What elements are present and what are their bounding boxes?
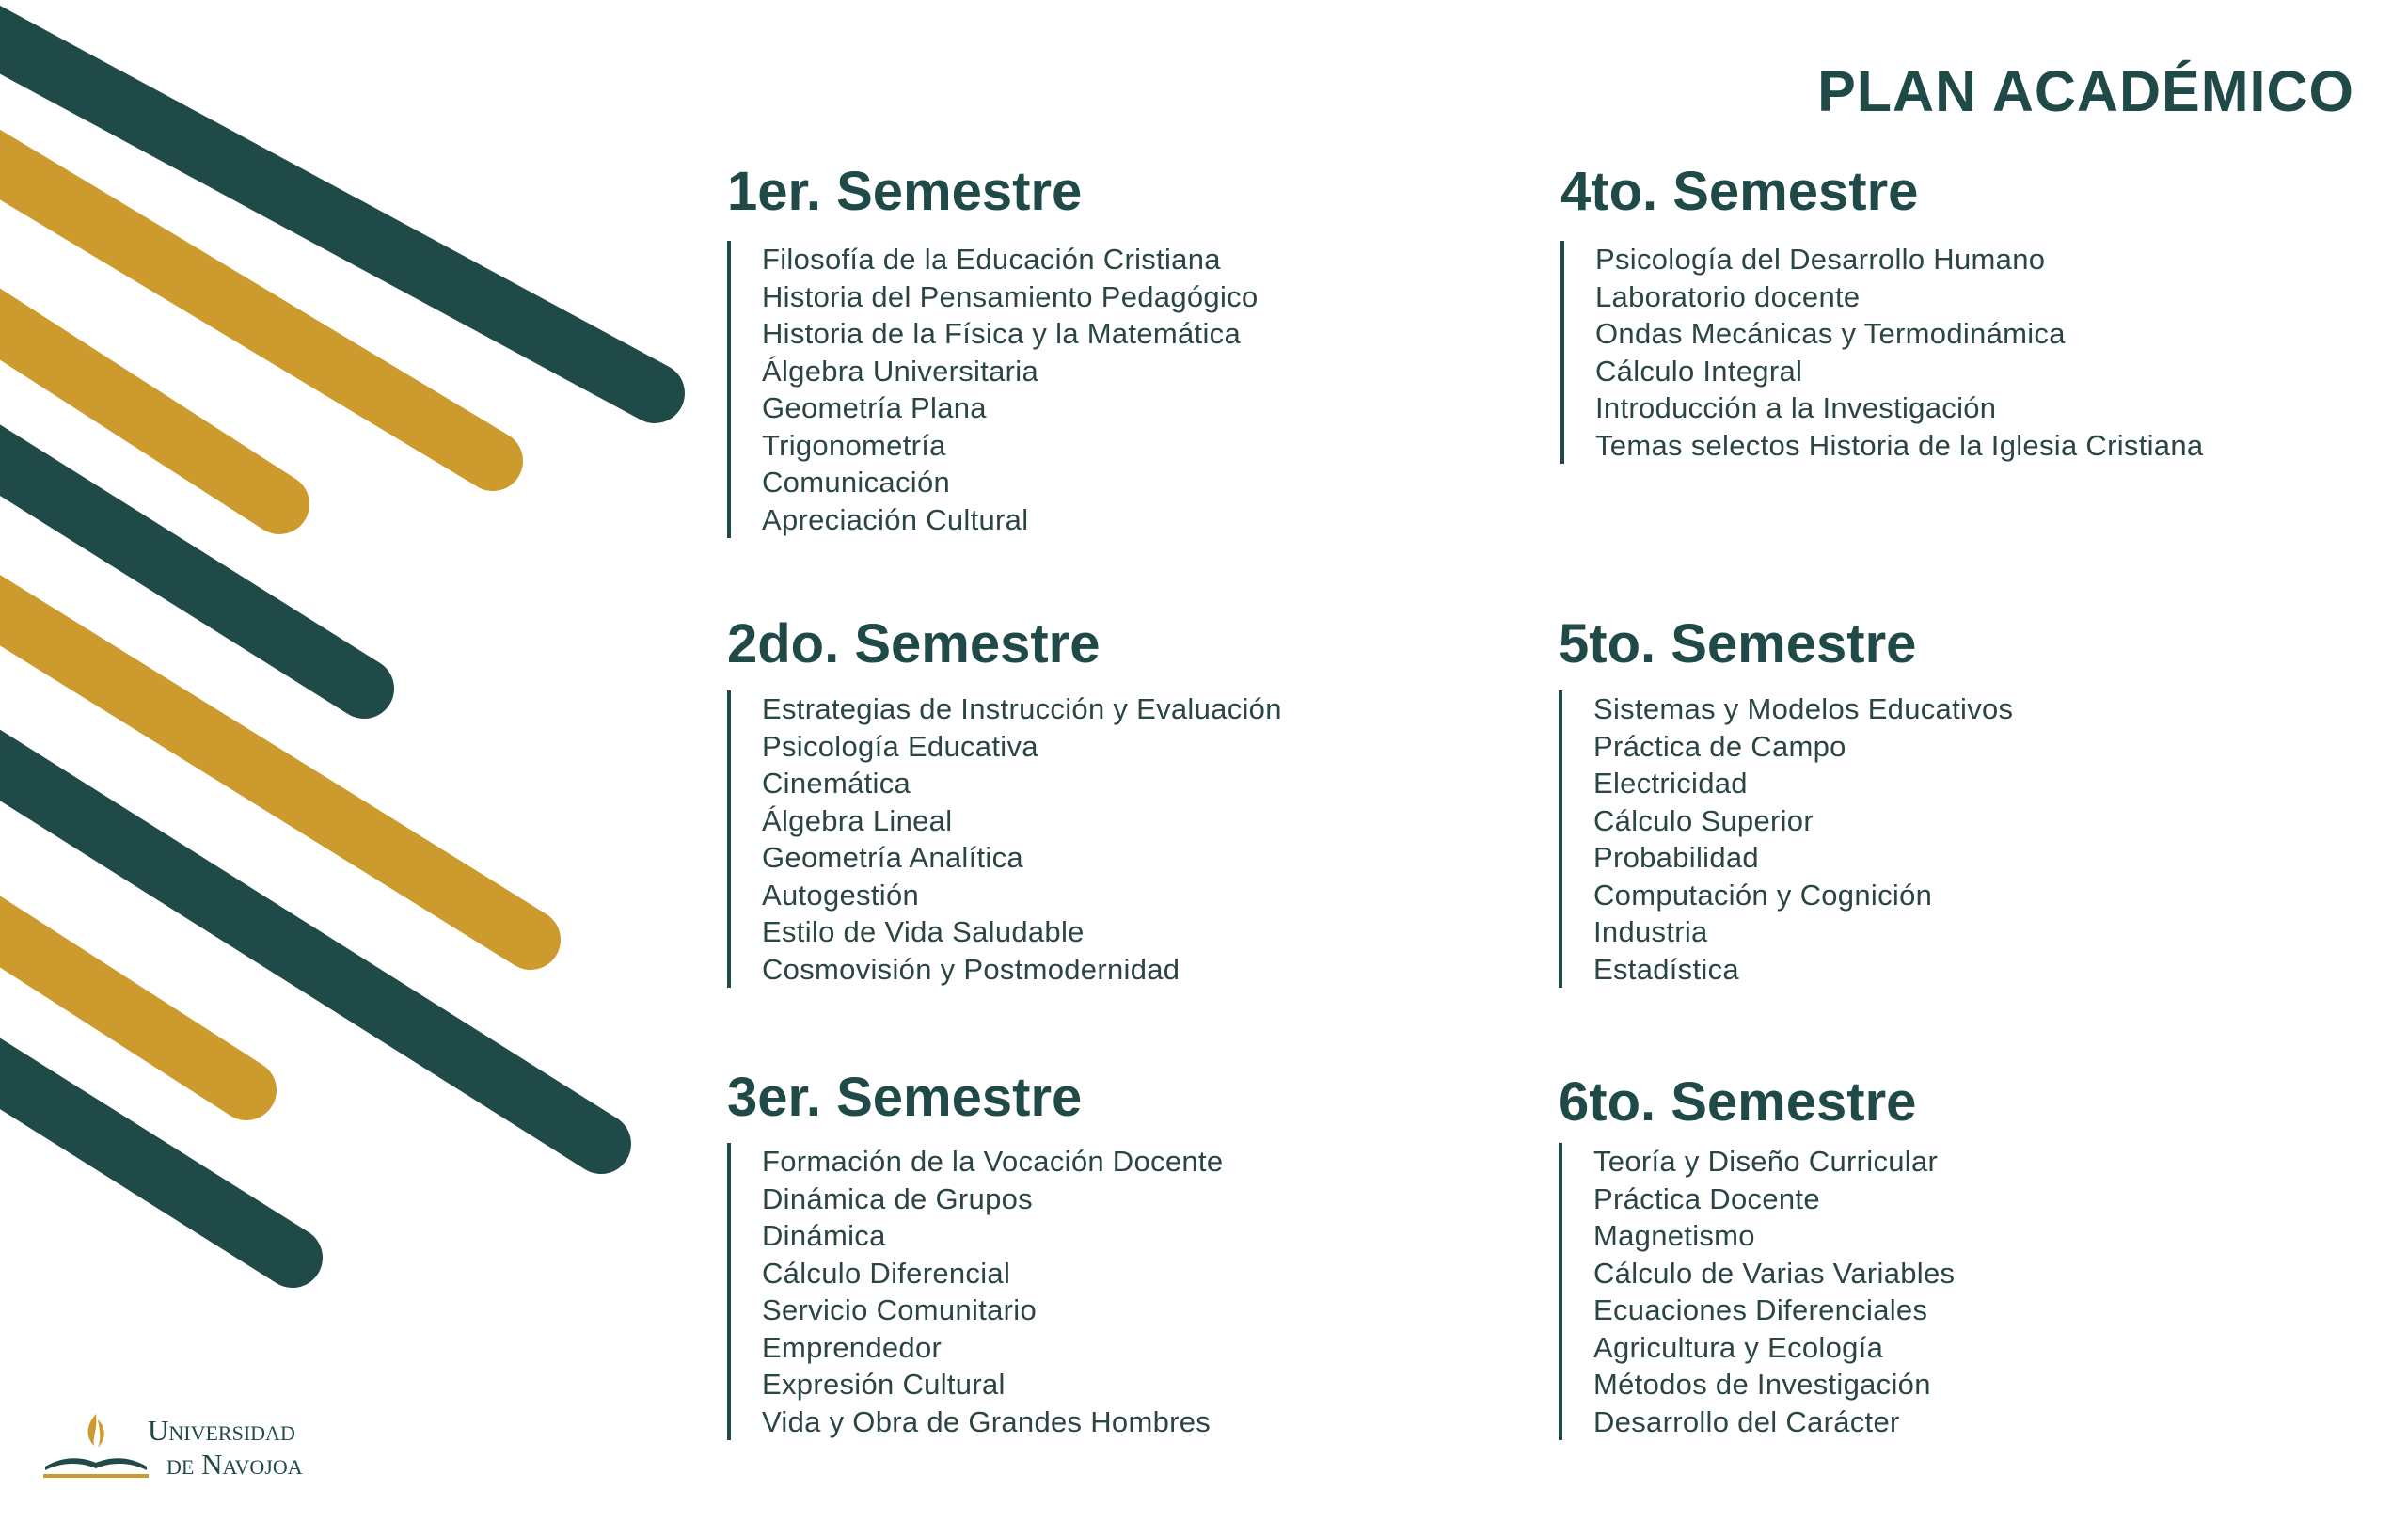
course-item: Dinámica — [762, 1219, 886, 1252]
course-item: Estrategias de Instrucción y Evaluación — [762, 692, 1282, 725]
page-title: PLAN ACADÉMICO — [1817, 59, 2354, 123]
semester-6 — [1559, 1071, 1956, 1440]
semester-title: 6to. Semestre — [1559, 1071, 1917, 1133]
course-item: Apreciación Cultural — [762, 502, 1029, 536]
course-item: Filosofía de la Educación Cristiana — [762, 243, 1221, 276]
course-list — [1560, 241, 2203, 464]
course-item: Geometría Analítica — [762, 841, 1023, 874]
course-item: Cálculo Integral — [1595, 354, 1803, 388]
course-item: Álgebra Lineal — [762, 803, 953, 837]
semester-3 — [727, 1067, 1224, 1440]
semester-5 — [1559, 613, 2014, 988]
course-item: Formación de la Vocación Docente — [762, 1145, 1224, 1178]
semester-title: 2do. Semestre — [727, 613, 1101, 674]
course-list — [727, 1143, 1223, 1440]
semester-title: 5to. Semestre — [1559, 613, 1917, 674]
course-item: Computación y Cognición — [1593, 878, 1933, 912]
course-item: Métodos de Investigación — [1593, 1368, 1931, 1401]
course-item: Electricidad — [1593, 767, 1748, 800]
decorative-stripes — [0, 0, 715, 1317]
logo-line-2: de Navojoa — [166, 1448, 303, 1481]
course-item: Introducción a la Investigación — [1595, 391, 1997, 424]
course-item: Probabilidad — [1593, 841, 1759, 874]
semester-title: 3er. Semestre — [727, 1067, 1083, 1128]
course-item: Geometría Plana — [762, 391, 987, 424]
course-list — [1559, 1143, 1955, 1440]
course-item: Dinámica de Grupos — [762, 1181, 1033, 1215]
course-item: Servicio Comunitario — [762, 1293, 1037, 1326]
course-item: Estilo de Vida Saludable — [762, 915, 1085, 948]
course-item: Historia del Pensamiento Pedagógico — [762, 279, 1259, 313]
semester-1 — [727, 161, 1259, 538]
course-item: Magnetismo — [1593, 1219, 1755, 1252]
course-item: Laboratorio docente — [1595, 279, 1861, 313]
course-item: Cinemática — [762, 767, 911, 800]
semester-title: 1er. Semestre — [727, 161, 1083, 222]
book-flame-icon — [40, 1406, 152, 1482]
course-item: Trigonometría — [762, 428, 946, 462]
course-item: Cálculo Diferencial — [762, 1256, 1011, 1290]
course-item: Psicología del Desarrollo Humano — [1595, 243, 2046, 276]
course-item: Práctica de Campo — [1593, 729, 1846, 763]
course-item: Sistemas y Modelos Educativos — [1593, 692, 2014, 725]
course-item: Psicología Educativa — [762, 729, 1038, 763]
course-item: Cálculo Superior — [1593, 803, 1814, 837]
course-list — [1559, 690, 2013, 988]
course-item: Estadística — [1593, 952, 1739, 986]
semester-4 — [1560, 161, 2204, 464]
course-item: Álgebra Universitaria — [762, 354, 1039, 388]
course-item: Temas selectos Historia de la Iglesia Cristiana — [1595, 428, 2204, 462]
course-item: Desarrollo del Carácter — [1593, 1404, 1900, 1438]
course-item: Cosmovisión y Postmodernidad — [762, 952, 1180, 986]
university-logo — [40, 1406, 350, 1491]
course-list — [727, 241, 1258, 538]
course-item: Agricultura y Ecología — [1593, 1330, 1884, 1364]
course-item: Vida y Obra de Grandes Hombres — [762, 1404, 1212, 1438]
course-item: Industria — [1593, 915, 1708, 948]
course-item: Expresión Cultural — [762, 1368, 1006, 1401]
course-item: Comunicación — [762, 466, 951, 499]
course-item: Práctica Docente — [1593, 1181, 1820, 1215]
course-item: Historia de la Física y la Matemática — [762, 317, 1241, 350]
logo-wordmark — [148, 1414, 303, 1482]
course-list — [727, 690, 1282, 988]
course-item: Emprendedor — [762, 1330, 943, 1364]
logo-line-1: Universidad — [148, 1414, 295, 1447]
semester-title: 4to. Semestre — [1560, 161, 1919, 222]
semester-2 — [727, 613, 1282, 988]
course-item: Cálculo de Varias Variables — [1593, 1256, 1956, 1290]
course-item: Teoría y Diseño Curricular — [1593, 1145, 1939, 1178]
course-item: Ondas Mecánicas y Termodinámica — [1595, 317, 2066, 350]
course-item: Ecuaciones Diferenciales — [1593, 1293, 1928, 1326]
course-item: Autogestión — [762, 878, 920, 912]
